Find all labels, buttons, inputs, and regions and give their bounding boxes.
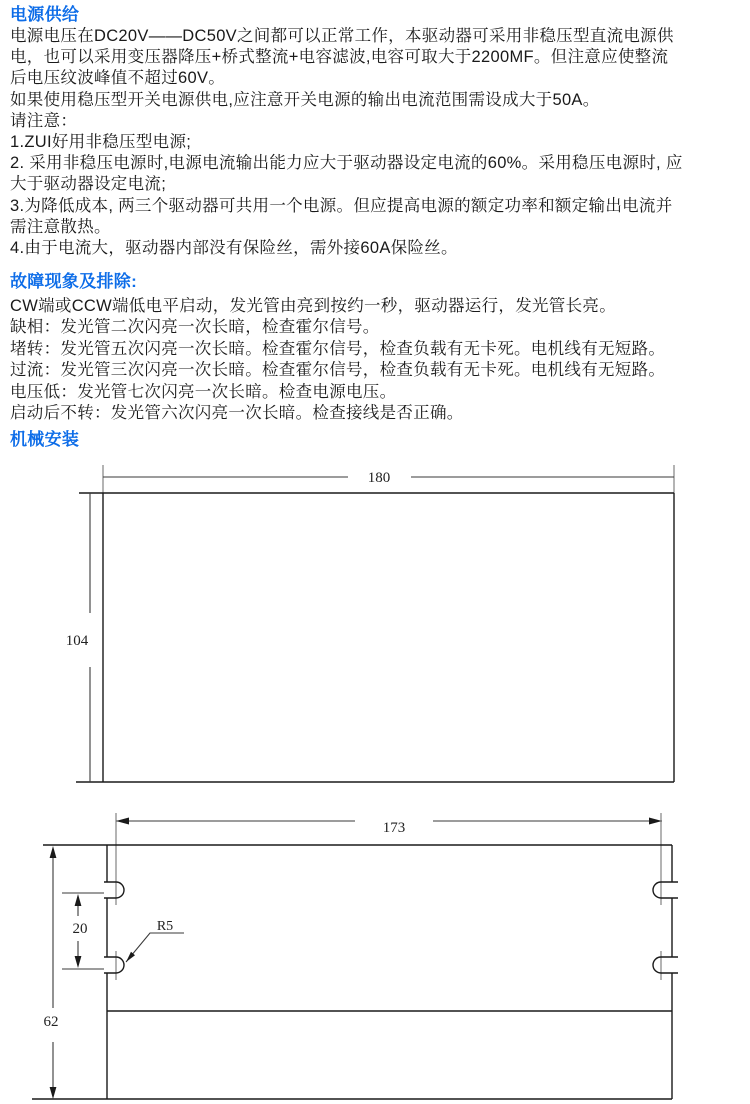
heading-mechanical-install: 机械安装 [10,430,80,449]
para-line: 2. 采用非稳压电源时,电源电流输出能力应大于驱动器设定电流的60%。采用稳压电源时, 应 [10,154,683,172]
para-line: CW端或CCW端低电平启动，发光管由亮到按约一秒，驱动器运行，发光管长亮。 [10,297,616,315]
dim-label-height-62: 62 [43,1014,59,1030]
para-line: 堵转：发光管五次闪亮一次长暗。检查霍尔信号，检查负载有无卡死。电机线有无短路。 [10,340,666,358]
dim-label-width-173: 173 [382,820,406,836]
para-line: 后电压纹波峰值不超过60V。 [10,69,226,87]
dim-label-width-180: 180 [367,470,391,486]
para-line: 1.ZUI好用非稳压型电源; [10,133,192,151]
heading-troubleshooting: 故障现象及排除: [10,272,138,291]
dim-label-radius-r5: R5 [156,919,174,934]
para-line: 3.为降低成本, 两三个驱动器可共用一个电源。但应提高电源的额定功率和额定输出电流并 [10,197,673,215]
mechanical-drawing-front-view [0,805,750,1104]
mechanical-drawing-top-view [0,460,750,790]
para-line: 请注意： [10,112,78,130]
para-line: 过流：发光管三次闪亮一次长暗。检查霍尔信号，检查负载有无卡死。电机线有无短路。 [10,361,666,379]
dim-label-pitch-20: 20 [72,921,88,937]
heading-power-supply: 电源供给 [10,5,80,24]
para-line: 如果使用稳压型开关电源供电,应注意开关电源的输出电流范围需设成大于50A。 [10,91,600,109]
dim-label-height-104: 104 [65,633,89,649]
para-line: 4.由于电流大，驱动器内部没有保险丝，需外接60A保险丝。 [10,239,458,257]
para-line: 电源电压在DC20V——DC50V之间都可以正常工作，本驱动器可采用非稳压型直流电源供 [10,27,674,45]
para-line: 需注意散热。 [10,218,111,236]
para-line: 大于驱动器设定电流; [10,175,167,193]
para-line: 缺相：发光管二次闪亮一次长暗，检查霍尔信号。 [10,318,380,336]
para-line: 启动后不转：发光管六次闪亮一次长暗。检查接线是否正确。 [10,404,464,422]
para-line: 电压低：发光管七次闪亮一次长暗。检查电源电压。 [10,383,397,401]
para-line: 电，也可以采用变压器降压+桥式整流+电容滤波,电容可取大于2200MF。但注意应使整流 [10,48,669,66]
